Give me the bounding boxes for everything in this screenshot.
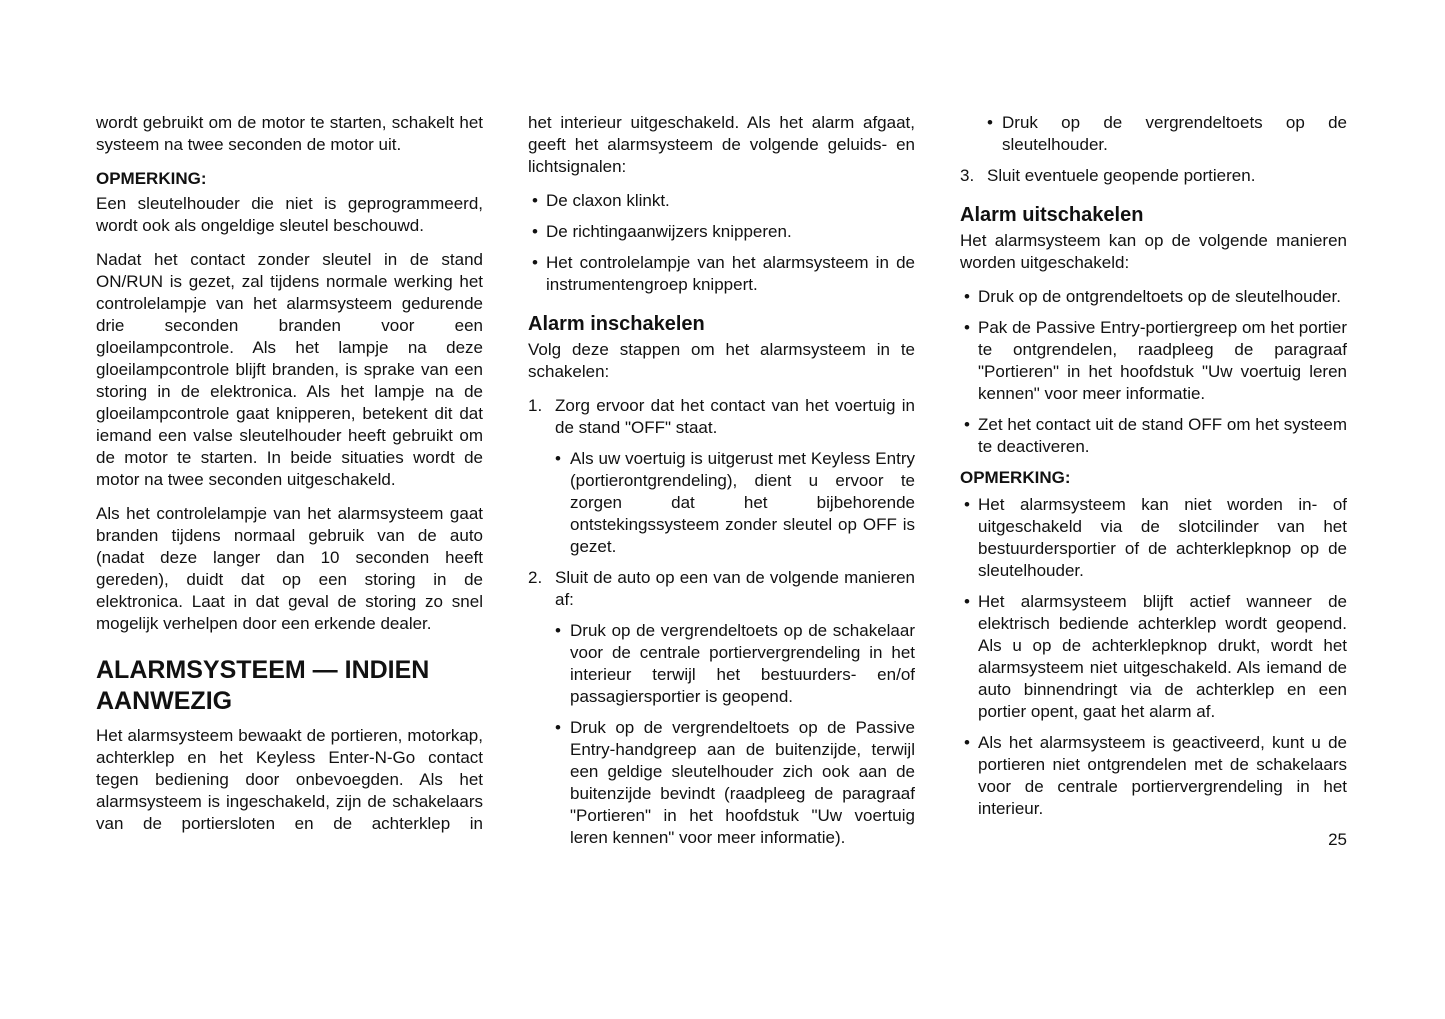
list-item-text: De richtingaanwijzers knipperen. (546, 222, 792, 241)
step-text: Sluit eventuele geopende portieren. (987, 166, 1256, 185)
paragraph-continuation: wordt gebruikt om de motor te starten, schakelt het systeem na twee seconden de motor uit. (96, 113, 483, 154)
list-item (528, 252, 915, 296)
bullet-icon (960, 494, 978, 582)
bullet-icon (960, 317, 978, 405)
paragraph: Nadat het contact zonder sleutel in de stand ON/RUN is gezet, zal tijdens normale werking het controlelampje van het alarmsysteem gedurende drie seconden branden voor een gloeilampcontrole. Als het lampje na deze gloeilampcontrole blijft branden, is sprake van een storing in de elektronica. Als het lampje na de gloeilampcontrole gaat knipperen, betekent dit dat iemand een valse sleutelhouder heeft gebruikt om de motor te starten. In beide situaties wordt de motor na twee seconden uitgeschakeld. (96, 250, 483, 489)
uitschakelen-list (960, 286, 1347, 458)
bullet-icon (960, 286, 978, 308)
step-number: 3. (960, 166, 975, 185)
list-item (555, 448, 915, 558)
step-text: Sluit de auto op een van de volgende manieren af: (555, 568, 915, 609)
list-item-text: Het alarmsysteem blijft actief wanneer de elektrisch bediende achterklep wordt geopend. Als u op de achterklepknop drukt, wordt het alarmsysteem niet uitgeschakeld. Als iemand de auto binnendringt via de achterklep en een portier opent, gaat het alarm af. (978, 592, 1347, 721)
bullet-icon (555, 620, 570, 708)
page-number: 25 (1328, 830, 1347, 849)
list-item-text: Het alarmsysteem kan niet worden in- of uitgeschakeld via de slotcilinder van het bestuurdersportier of de achterklepknop op de sleutelhouder. (978, 495, 1347, 580)
numbered-step (528, 567, 915, 611)
paragraph: Het alarmsysteem kan op de volgende manieren worden uitgeschakeld: (960, 231, 1347, 272)
paragraph: Als het controlelampje van het alarmsysteem gaat branden tijdens normaal gebruik van de auto (nadat deze langer dan 10 seconden heeft gereden), duidt dat op een storing in de elektronica. Laat in dat geval de storing zo snel mogelijk verhelpen door een erkende dealer. (96, 504, 483, 633)
bullet-icon (960, 591, 978, 723)
numbered-step (528, 395, 915, 439)
list-item (528, 190, 915, 212)
step-number: 1. (528, 396, 543, 415)
note-heading: OPMERKING: (960, 468, 1071, 487)
bullet-icon (528, 252, 546, 296)
bullet-icon (528, 190, 546, 212)
list-item (960, 317, 1347, 405)
list-item (555, 620, 915, 708)
signal-list (528, 190, 915, 296)
list-item-text: De claxon klinkt. (546, 191, 670, 210)
step-text: Zorg ervoor dat het contact van het voertuig in de stand "OFF" staat. (555, 396, 915, 437)
list-item (987, 112, 1347, 156)
section-heading-alarmsysteem: ALARMSYSTEEM — INDIEN AANWEZIG (96, 656, 430, 715)
list-item (528, 221, 915, 243)
list-item-text: Druk op de vergrendeltoets op de Passive Entry-handgreep aan de buitenzijde, terwijl een geldige sleutelhouder zich ook aan de buitenzijde bevindt (raadpleeg de paragraaf "Portieren" in het hoofdstuk "Uw voertuig leren kennen" voor meer informatie). (570, 718, 915, 847)
bullet-icon (555, 717, 570, 849)
list-item-text: Pak de Passive Entry-portiergreep om het portier te ontgrendelen, raadpleeg de paragraaf "Portieren" in het hoofdstuk "Uw voertuig leren kennen" voor meer informatie. (978, 318, 1347, 403)
paragraph: Een sleutelhouder die niet is geprogrammeerd, wordt ook als ongeldige sleutel beschouwd. (96, 194, 483, 235)
note-list (960, 494, 1347, 820)
list-item-text: Druk op de vergrendeltoets op de sleutelhouder. (1002, 113, 1347, 154)
list-item (960, 591, 1347, 723)
bullet-icon (987, 112, 1002, 156)
paragraph: Volg deze stappen om het alarmsysteem in te schakelen: (528, 340, 915, 381)
sub-list (555, 620, 915, 849)
column-middle (528, 112, 915, 858)
column-right (960, 112, 1347, 858)
bullet-icon (960, 732, 978, 820)
subsection-heading-alarm-uitschakelen: Alarm uitschakelen (960, 204, 1144, 226)
bullet-icon (528, 221, 546, 243)
list-item (960, 732, 1347, 820)
note-heading: OPMERKING: (96, 169, 207, 188)
list-item-text: Druk op de ontgrendeltoets op de sleutelhouder. (978, 287, 1341, 306)
paragraph-continuation: het interieur uitgeschakeld. Als het alarm afgaat, geeft het alarmsysteem de volgende geluids- en lichtsignalen: (528, 113, 915, 176)
bullet-icon (960, 414, 978, 458)
list-item-text: Druk op de vergrendeltoets op de schakelaar voor de centrale portiervergrendeling in het interieur terwijl het bestuurders- en/of passagiersportier is geopend. (570, 621, 915, 706)
bullet-icon (555, 448, 570, 558)
numbered-step (960, 165, 1347, 187)
sub-list-continuation (987, 112, 1347, 156)
subsection-heading-alarm-inschakelen: Alarm inschakelen (528, 313, 705, 335)
paragraph: Het alarmsysteem bewaakt de portieren, motorkap, achterklep en het Keyless Enter-N-Go contact tegen bediening door onbevoegden. Als het alarmsysteem is ingeschakeld, zijn de schakelaars van de portiersloten en de achterklep in (96, 726, 483, 833)
column-left (96, 112, 483, 858)
list-item (960, 414, 1347, 458)
list-item-text: Zet het contact uit de stand OFF om het systeem te deactiveren. (978, 415, 1347, 456)
list-item (960, 494, 1347, 582)
list-item (960, 286, 1347, 308)
list-item-text: Het controlelampje van het alarmsysteem in de instrumentengroep knippert. (546, 253, 915, 294)
manual-page-columns (96, 112, 1349, 858)
list-item-text: Als uw voertuig is uitgerust met Keyless Entry (portierontgrendeling), dient u ervoor te zorgen dat het bijbehorende ontstekingssysteem zonder sleutel op OFF is gezet. (570, 449, 915, 556)
list-item (555, 717, 915, 849)
sub-list (555, 448, 915, 558)
list-item-text: Als het alarmsysteem is geactiveerd, kunt u de portieren niet ontgrendelen met de schakelaars voor de centrale portiervergrendeling in het interieur. (978, 733, 1347, 818)
step-number: 2. (528, 568, 543, 587)
